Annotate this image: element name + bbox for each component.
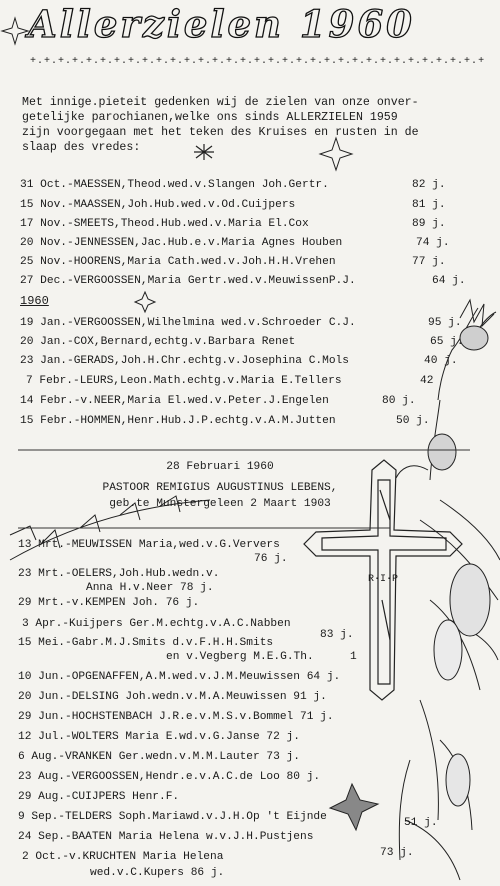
age-value: 81 j.: [412, 199, 446, 211]
list-item: 23 Jan.-GERADS,Joh.H.Chr.echtg.v.Josephina C.Mols: [20, 355, 349, 367]
list-item: 29 Aug.-CUIJPERS Henr.F.: [18, 791, 180, 803]
list-item: 20 Nov.-JENNESSEN,Jac.Hub.e.v.Maria Agnes Houben: [20, 237, 343, 249]
age-value: 1: [350, 651, 357, 663]
age-value: 50 j.: [396, 415, 430, 427]
list-item: 19 Jan.-VERGOOSSEN,Wilhelmina wed.v.Schroeder C.J.: [20, 317, 356, 329]
list-item-continuation: wed.v.C.Kupers 86 j.: [90, 867, 225, 879]
age-value: 73 j.: [380, 847, 414, 859]
list-item: 29 Mrt.-v.KEMPEN Joh. 76 j.: [18, 597, 200, 609]
list-item: 24 Sep.-BAATEN Maria Helena w.v.J.H.Pustjens: [18, 831, 314, 843]
age-value: 83 j.: [320, 629, 354, 641]
asterisk-icon: [194, 144, 214, 160]
pastor-date: 28 Februari 1960: [166, 461, 274, 473]
list-item: 15 Febr.-HOMMEN,Henr.Hub.J.P.echtg.v.A.M.Jutten: [20, 415, 336, 427]
list-item-continuation: en v.Vegberg M.E.G.Th.: [166, 651, 314, 663]
list-item: 2 Oct.-v.KRUCHTEN Maria Helena: [22, 851, 224, 863]
year-heading: 1960: [20, 294, 49, 308]
list-item: 15 Nov.-MAASSEN,Joh.Hub.wed.v.Od.Cuijpers: [20, 199, 296, 211]
list-item: 12 Jul.-WOLTERS Maria E.wd.v.G.Janse 72 j.: [18, 731, 300, 743]
list-item: 13 Mrt.-MEUWISSEN Maria,wed.v.G.Ververs: [18, 539, 280, 551]
list-item: 23 Mrt.-OELERS,Joh.Hub.wedn.v.: [18, 568, 220, 580]
cross-label: R·I·P: [368, 574, 399, 585]
age-value: 74 j.: [416, 237, 450, 249]
list-item-continuation: Anna H.v.Neer 78 j.: [86, 582, 214, 594]
list-item: 20 Jan.-COX,Bernard,echtg.v.Barbara Renet: [20, 336, 296, 348]
star-icon: [330, 784, 378, 830]
list-item: 17 Nov.-SMEETS,Theod.Hub.wed.v.Maria El.Cox: [20, 218, 309, 230]
age-value: 95 j.: [428, 317, 462, 329]
list-item: 31 Oct.-MAESSEN,Theod.wed.v.Slangen Joh.Gertr.: [20, 179, 329, 191]
list-item: 25 Nov.-HOORENS,Maria Cath.wed.v.Joh.H.H.Vrehen: [20, 256, 336, 268]
age-value: 42: [420, 375, 434, 387]
age-value: 40 j.: [424, 355, 458, 367]
intro-text: Met innige.pieteit gedenken wij de zielen van onze onver- getelijke parochianen,welke ons sinds ALLERZIELEN 1959 zijn voorgegaan met het teken des Kruises en rusten in de slaap des vredes:: [22, 96, 419, 154]
list-item: 6 Aug.-VRANKEN Ger.wedn.v.M.M.Lauter 73 j.: [18, 751, 300, 763]
decorative-border: +.+.+.+.+.+.+.+.+.+.+.+.+.+.+.+.+.+.+.+.+.+.+.+.+.+.+.+.+.+.+.+.+: [30, 56, 486, 67]
list-item: 15 Mei.-Gabr.M.J.Smits d.v.F.H.H.Smits: [18, 637, 274, 649]
age-value: 51 j.: [404, 817, 438, 829]
age-value: 89 j.: [412, 218, 446, 230]
list-item: 3 Apr.-Kuijpers Ger.M.echtg.v.A.C.Nabben: [22, 618, 291, 630]
age-value: 77 j.: [412, 256, 446, 268]
page-title: Allerzielen 1960: [28, 2, 415, 46]
list-item: 29 Jun.-HOCHSTENBACH J.R.e.v.M.S.v.Bommel 71 j.: [18, 711, 334, 723]
age-value: 65 j.: [430, 336, 464, 348]
star-icon: [135, 292, 155, 312]
pastor-born: geb.te Munstergeleen 2 Maart 1903: [109, 498, 331, 510]
list-item: 9 Sep.-TELDERS Soph.Mariawd.v.J.H.Op 't Eijnde: [18, 811, 327, 823]
star-icon: [320, 138, 352, 170]
list-item: 7 Febr.-LEURS,Leon.Math.echtg.v.Maria E.Tellers: [26, 375, 342, 387]
list-item: 10 Jun.-OPGENAFFEN,A.M.wed.v.J.M.Meuwissen 64 j.: [18, 671, 341, 683]
list-item-continuation: 76 j.: [254, 553, 288, 565]
age-value: 64 j.: [432, 275, 466, 287]
list-item: 14 Febr.-v.NEER,Maria El.wed.v.Peter.J.Engelen: [20, 395, 329, 407]
list-item: 27 Dec.-VERGOOSSEN,Maria Gertr.wed.v.MeuwissenP.J.: [20, 275, 356, 287]
pastor-name: PASTOOR REMIGIUS AUGUSTINUS LEBENS,: [102, 482, 338, 494]
age-value: 82 j.: [412, 179, 446, 191]
list-item: 20 Jun.-DELSING Joh.wedn.v.M.A.Meuwissen 91 j.: [18, 691, 327, 703]
list-item: 23 Aug.-VERGOOSSEN,Hendr.e.v.A.C.de Loo 80 j.: [18, 771, 321, 783]
age-value: 80 j.: [382, 395, 416, 407]
